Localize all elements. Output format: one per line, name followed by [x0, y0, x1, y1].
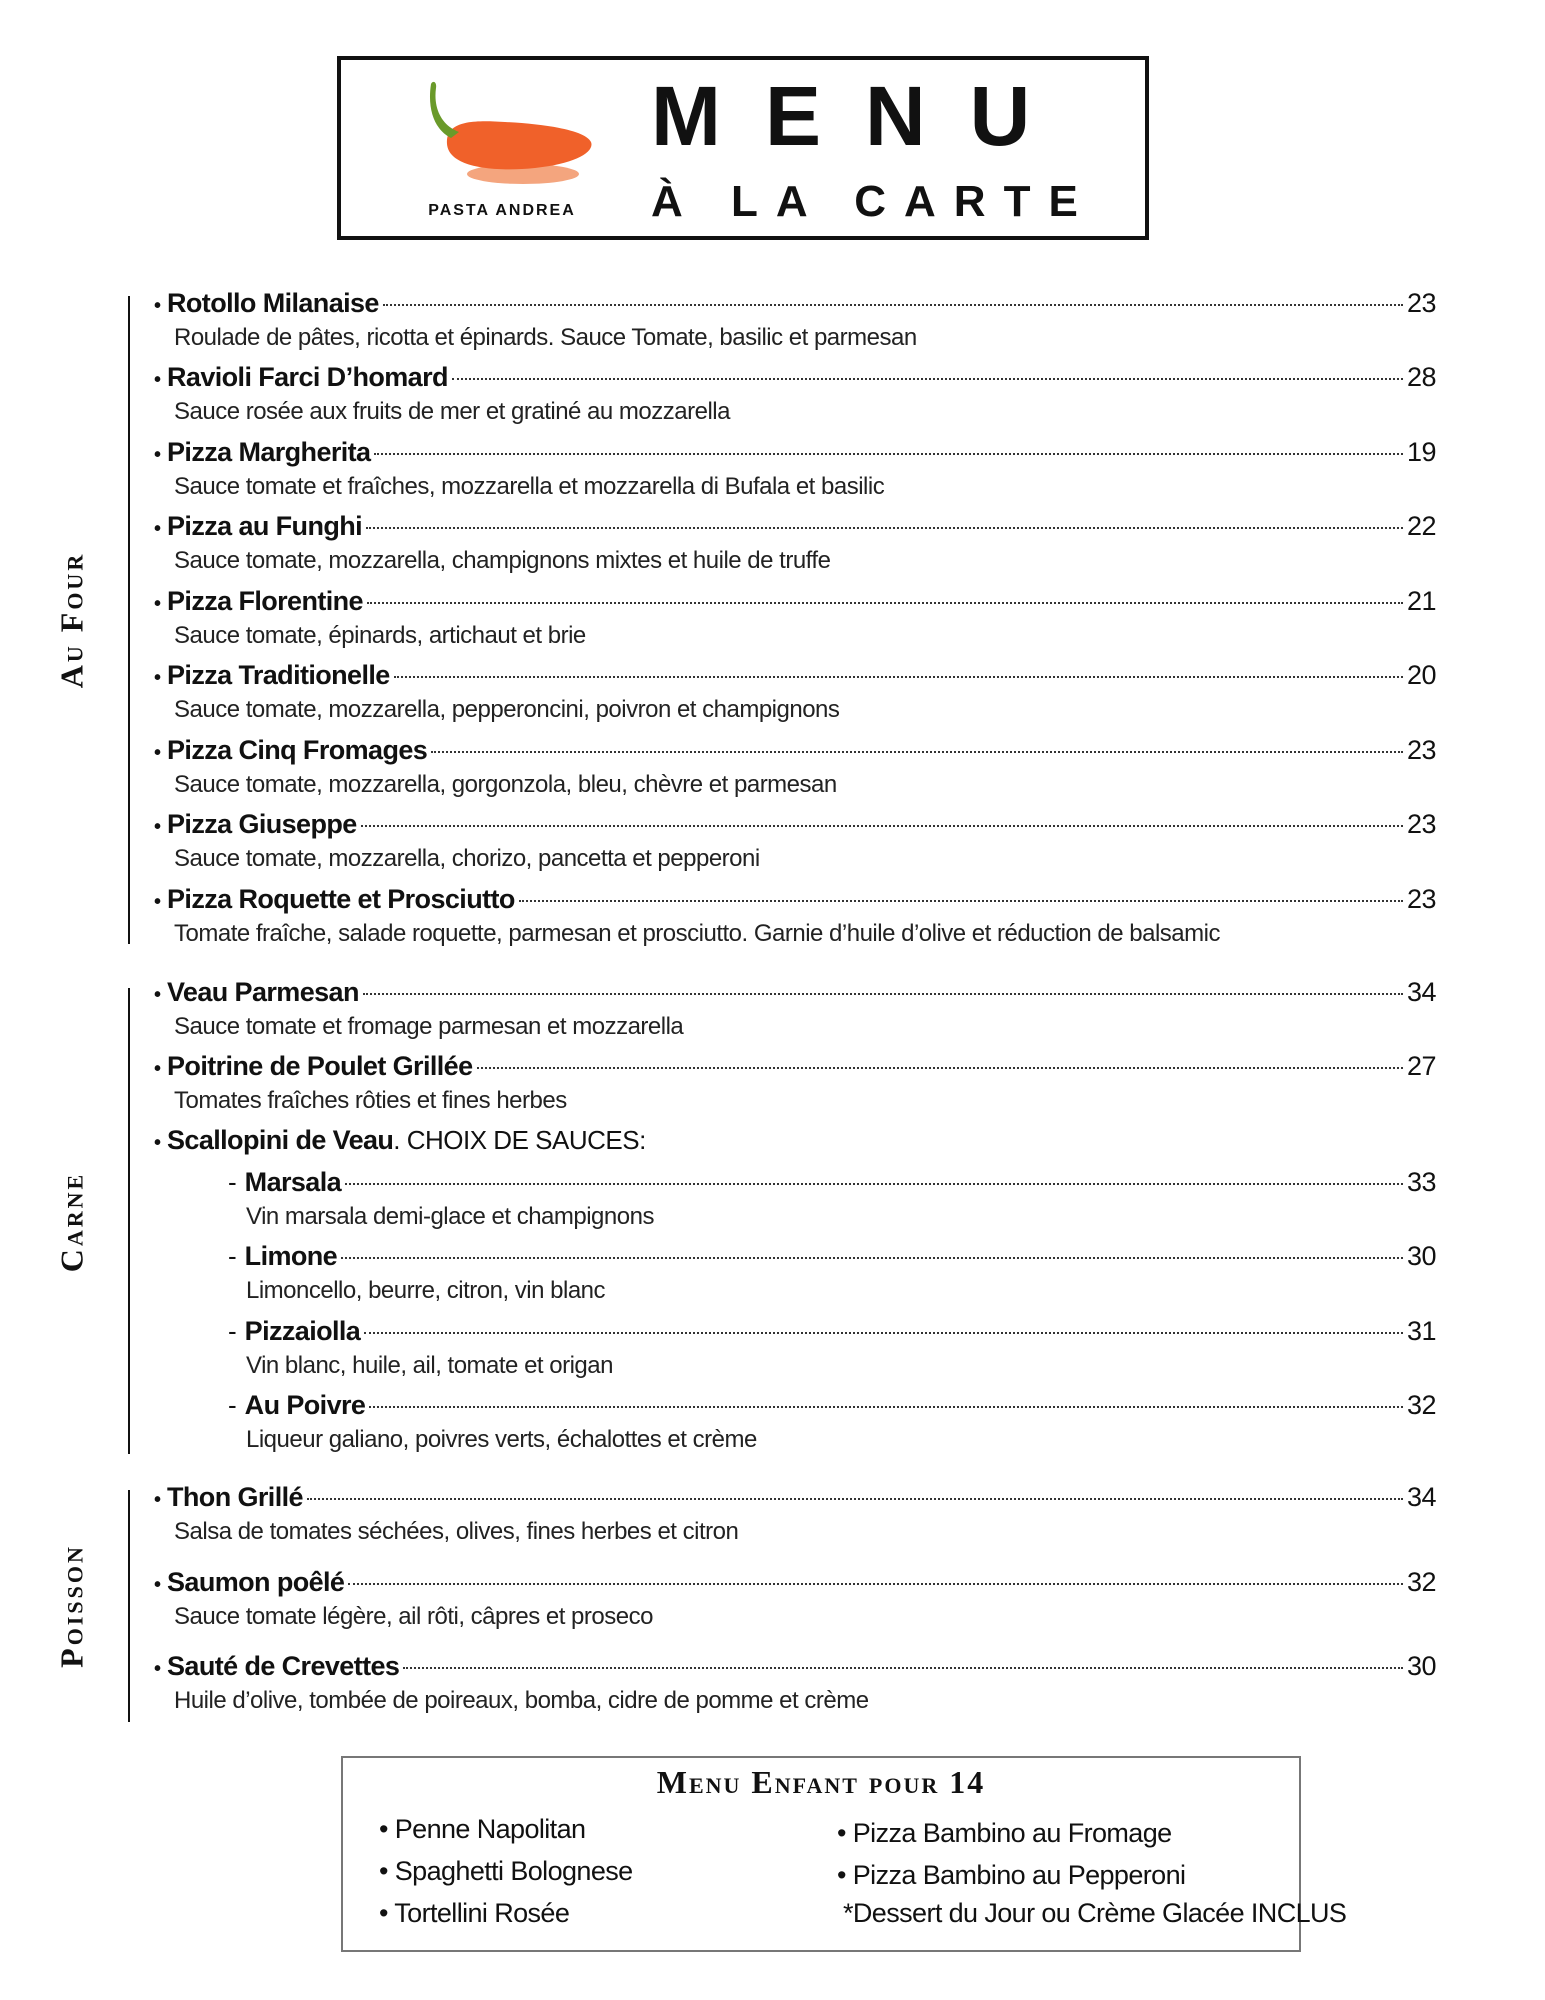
item-description: Sauce tomate et fromage parmesan et mozzarella	[174, 1013, 684, 1040]
bullet-icon: •	[154, 667, 162, 689]
item-description: Sauce tomate, mozzarella, pepperoncini, poivron et champignons	[174, 696, 840, 723]
item-description: Sauce rosée aux fruits de mer et gratiné au mozzarella	[174, 398, 730, 425]
bullet-icon: •	[154, 1058, 162, 1080]
sauce-item	[228, 1241, 1436, 1307]
item-name: Saumon poêlé	[167, 1567, 345, 1597]
brand-name: PASTA ANDREA	[428, 202, 576, 219]
section-label-poisson: Poisson	[53, 1544, 90, 1668]
bullet-icon: •	[154, 1574, 162, 1596]
item-description: Salsa de tomates séchées, olives, fines herbes et citron	[174, 1518, 739, 1545]
item-price: 23	[1406, 809, 1436, 839]
bullet-icon: •	[154, 816, 162, 838]
menu-item	[154, 288, 1436, 354]
sauce-item	[228, 1167, 1436, 1233]
kids-menu-item: • Pizza Bambino au Pepperoni	[837, 1860, 1186, 1890]
menu-item	[154, 977, 1436, 1043]
bullet-icon: •	[154, 593, 162, 615]
bullet-icon: •	[154, 1489, 162, 1511]
kids-item-name: Pizza Bambino au Fromage	[852, 1818, 1172, 1848]
kids-menu-item: • Tortellini Rosée	[379, 1898, 570, 1928]
kids-menu-box	[341, 1756, 1347, 1952]
item-description: Tomates fraîches rôties et fines herbes	[174, 1087, 567, 1114]
item-description: Sauce tomate et fraîches, mozzarella et mozzarella di Bufala et basilic	[174, 473, 885, 500]
sauce-description: Liqueur galiano, poivres verts, échalottes et crème	[246, 1426, 757, 1453]
sauce-price: 30	[1406, 1241, 1436, 1271]
menu-item	[154, 1051, 1436, 1117]
bullet-icon: •	[154, 1132, 162, 1154]
sauce-description: Vin marsala demi-glace et champignons	[246, 1203, 654, 1230]
item-name: Sauté de Crevettes	[167, 1651, 400, 1681]
menu-item	[154, 884, 1436, 950]
dash-icon: -	[228, 1316, 237, 1346]
menu-item	[154, 511, 1436, 577]
item-price: 23	[1406, 288, 1436, 318]
leader-dots	[363, 993, 1403, 995]
sauce-name: Pizzaiolla	[244, 1316, 361, 1346]
menu-item-scallopini	[154, 1125, 1436, 1159]
item-name: Ravioli Farci D’homard	[167, 362, 448, 392]
leader-dots	[394, 676, 1403, 678]
item-name: Pizza Florentine	[167, 586, 363, 616]
leader-dots	[366, 527, 1403, 529]
item-description: Tomate fraîche, salade roquette, parmesan et prosciutto. Garnie d’huile d’olive et réduction de balsamic	[174, 920, 1220, 947]
leader-dots	[361, 825, 1403, 827]
sauce-description: Limoncello, beurre, citron, vin blanc	[246, 1277, 606, 1304]
item-name: Pizza Margherita	[167, 437, 371, 467]
item-price: 32	[1406, 1567, 1436, 1597]
item-description: Huile d’olive, tombée de poireaux, bomba, cidre de pomme et crème	[174, 1687, 869, 1714]
item-description: Sauce tomate, épinards, artichaut et brie	[174, 622, 586, 649]
menu-item	[154, 809, 1436, 875]
leader-dots	[403, 1667, 1403, 1669]
item-price: 20	[1406, 660, 1436, 690]
menu-item	[154, 1651, 1436, 1717]
item-price: 27	[1406, 1051, 1436, 1081]
section-label-au-four: Au Four	[53, 551, 90, 689]
menu-item	[154, 1482, 1436, 1548]
section-divider-carne	[128, 988, 130, 1454]
sauce-name: Limone	[244, 1241, 338, 1271]
sauce-name: Au Poivre	[244, 1390, 366, 1420]
kids-menu-item: • Spaghetti Bolognese	[379, 1856, 633, 1886]
section-label-carne: Carne	[53, 1171, 90, 1273]
dash-icon: -	[228, 1390, 237, 1420]
leader-dots	[519, 900, 1403, 902]
menu-header	[337, 56, 1149, 240]
item-name: Pizza Traditionelle	[167, 660, 390, 690]
bullet-icon: •	[154, 518, 162, 540]
item-name: Thon Grillé	[167, 1482, 303, 1512]
item-price: 19	[1406, 437, 1436, 467]
item-price: 34	[1406, 1482, 1436, 1512]
leader-dots	[431, 751, 1403, 753]
leader-dots	[367, 602, 1403, 604]
kids-menu-title: Menu Enfant pour 14	[656, 1764, 986, 1800]
kids-menu-item: • Pizza Bambino au Fromage	[837, 1818, 1172, 1848]
dash-icon: -	[228, 1241, 237, 1271]
item-price: 34	[1406, 977, 1436, 1007]
section-divider-poisson	[128, 1490, 130, 1722]
kids-menu-item: • Penne Napolitan	[379, 1814, 586, 1844]
leader-dots	[348, 1583, 1403, 1585]
leader-dots	[452, 378, 1403, 380]
item-description: Sauce tomate, mozzarella, gorgonzola, bleu, chèvre et parmesan	[174, 771, 837, 798]
chili-pepper-icon	[405, 80, 605, 196]
leader-dots	[383, 304, 1403, 306]
item-name: Rotollo Milanaise	[167, 288, 379, 318]
section-divider-au-four	[128, 296, 130, 944]
kids-item-name: Penne Napolitan	[394, 1814, 586, 1844]
sauce-item	[228, 1390, 1436, 1456]
leader-dots	[345, 1183, 1403, 1185]
menu-item	[154, 362, 1436, 428]
item-description: Sauce tomate légère, ail rôti, câpres et proseco	[174, 1603, 653, 1630]
leader-dots	[341, 1257, 1403, 1259]
item-price: 23	[1406, 735, 1436, 765]
bullet-icon: •	[154, 369, 162, 391]
sauce-name: Marsala	[244, 1167, 342, 1197]
bullet-icon: •	[154, 742, 162, 764]
kids-item-name: Spaghetti Bolognese	[394, 1856, 633, 1886]
item-description: Sauce tomate, mozzarella, chorizo, pancetta et pepperoni	[174, 845, 760, 872]
item-description: Sauce tomate, mozzarella, champignons mixtes et huile de truffe	[174, 547, 831, 574]
leader-dots	[477, 1067, 1403, 1069]
sauce-price: 33	[1406, 1167, 1436, 1197]
item-price: 23	[1406, 884, 1436, 914]
item-name: Veau Parmesan	[167, 977, 359, 1007]
menu-title: MENU	[651, 69, 1075, 163]
leader-dots	[307, 1498, 1403, 1500]
item-name: Poitrine de Poulet Grillée	[167, 1051, 473, 1081]
menu-item	[154, 586, 1436, 652]
kids-item-name: Tortellini Rosée	[394, 1898, 570, 1928]
item-name: Pizza Giuseppe	[167, 809, 357, 839]
sauce-price: 32	[1406, 1390, 1436, 1420]
item-description: Roulade de pâtes, ricotta et épinards. Sauce Tomate, basilic et parmesan	[174, 324, 917, 351]
item-price: 28	[1406, 362, 1436, 392]
item-price: 22	[1406, 511, 1436, 541]
menu-subtitle: À LA CARTE	[651, 177, 1096, 226]
item-name: Scallopini de Veau	[167, 1125, 394, 1155]
leader-dots	[364, 1332, 1403, 1334]
leader-dots	[369, 1406, 1403, 1408]
item-name: Pizza Roquette et Prosciutto	[167, 884, 515, 914]
menu-item	[154, 437, 1436, 503]
bullet-icon: •	[154, 295, 162, 317]
item-price: 30	[1406, 1651, 1436, 1681]
bullet-icon: •	[154, 891, 162, 913]
kids-item-name: Pizza Bambino au Pepperoni	[852, 1860, 1186, 1890]
bullet-icon: •	[154, 1658, 162, 1680]
menu-item	[154, 735, 1436, 801]
kids-menu-note: *Dessert du Jour ou Crème Glacée INCLUS	[843, 1898, 1347, 1928]
item-price: 21	[1406, 586, 1436, 616]
menu-item	[154, 1567, 1436, 1633]
sauce-price: 31	[1406, 1316, 1436, 1346]
dash-icon: -	[228, 1167, 237, 1197]
sauce-choice-label: . CHOIX DE SAUCES:	[393, 1125, 646, 1155]
leader-dots	[374, 453, 1402, 455]
sauce-item	[228, 1316, 1436, 1382]
bullet-icon: •	[154, 984, 162, 1006]
sauce-description: Vin blanc, huile, ail, tomate et origan	[246, 1352, 613, 1379]
item-name: Pizza au Funghi	[167, 511, 363, 541]
menu-item	[154, 660, 1436, 726]
bullet-icon: •	[154, 444, 162, 466]
item-name: Pizza Cinq Fromages	[167, 735, 428, 765]
